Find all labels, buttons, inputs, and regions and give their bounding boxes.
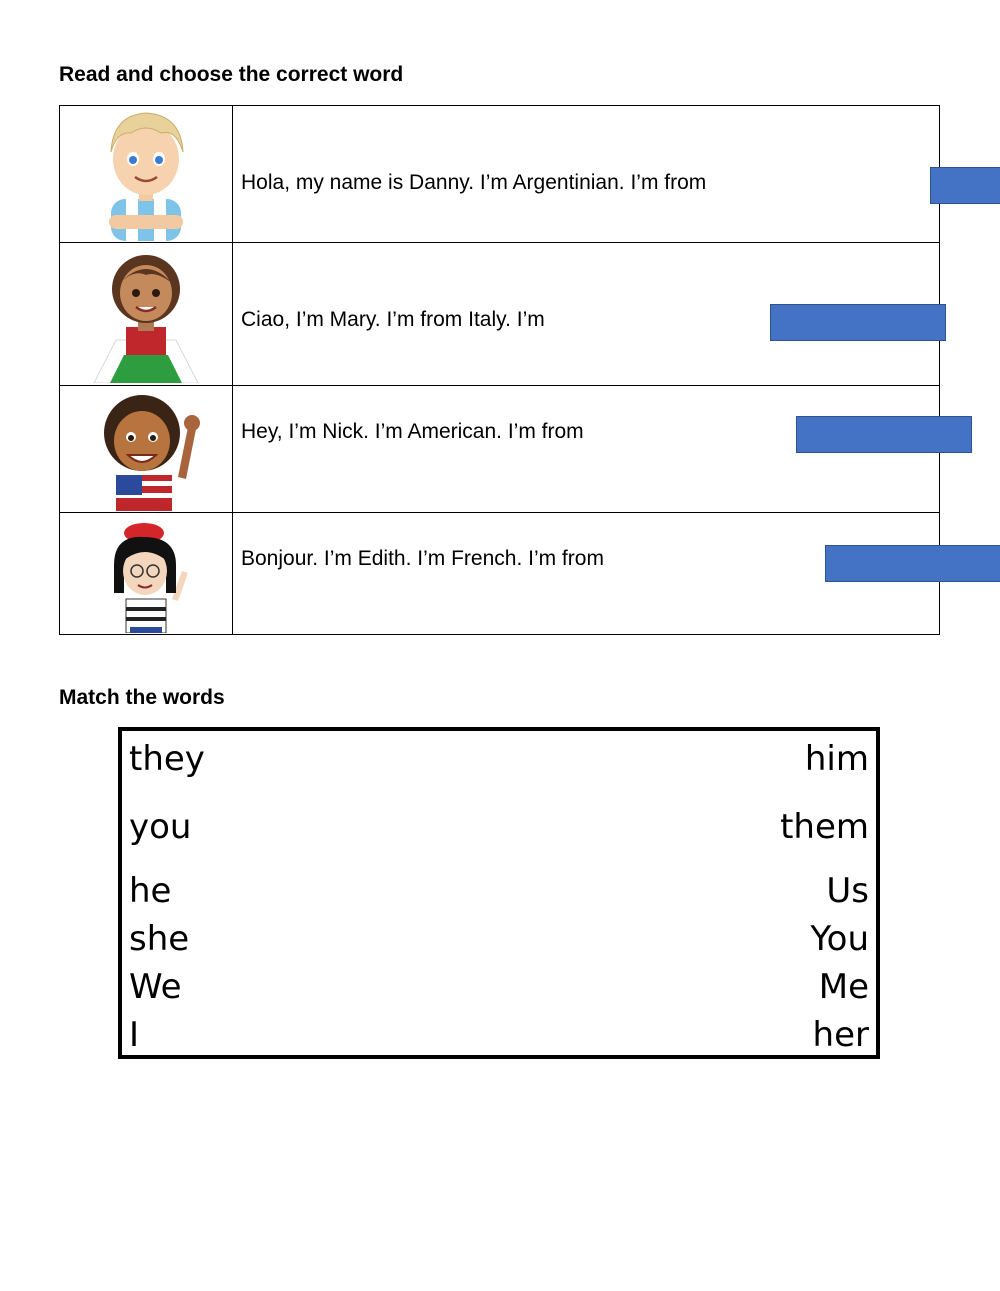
match-word-left[interactable]: they (129, 739, 205, 779)
match-word-left[interactable]: We (129, 967, 182, 1007)
answer-dropdown-1[interactable] (930, 167, 1000, 204)
sentence-text: Hola, my name is Danny. I’m Argentinian. I’m from (241, 171, 707, 194)
sentence-text: Ciao, I’m Mary. I’m from Italy. I’m (241, 308, 545, 331)
match-word-right[interactable]: Us (826, 871, 869, 911)
match-word-left[interactable]: he (129, 871, 172, 911)
section-heading-match: Match the words (59, 686, 225, 709)
sentence-cell (233, 243, 940, 386)
picture-cell (60, 106, 233, 243)
match-word-right[interactable]: Me (818, 967, 869, 1007)
sentence-text: Bonjour. I’m Edith. I’m French. I’m from (241, 547, 604, 570)
sentence-text: Hey, I’m Nick. I’m American. I’m from (241, 420, 584, 443)
answer-dropdown-4[interactable] (825, 545, 1000, 582)
match-word-right[interactable]: You (810, 919, 869, 959)
picture-cell (60, 513, 233, 635)
table-row (60, 106, 940, 243)
match-word-right[interactable]: her (812, 1015, 869, 1055)
table-row (60, 386, 940, 513)
boy-usa-icon (86, 387, 206, 511)
sentence-cell (233, 513, 940, 635)
picture-cell (60, 243, 233, 386)
match-word-left[interactable]: she (129, 919, 190, 959)
sentence-cell (233, 106, 940, 243)
girl-italy-icon (86, 245, 206, 383)
exercise-table (59, 105, 940, 635)
match-words-box (118, 727, 880, 1059)
match-word-right[interactable]: him (804, 739, 869, 779)
match-word-right[interactable]: them (780, 807, 869, 847)
table-row (60, 243, 940, 386)
table-row (60, 513, 940, 635)
answer-dropdown-2[interactable] (770, 304, 946, 341)
section-heading-read-choose: Read and choose the correct word (59, 63, 404, 86)
answer-dropdown-3[interactable] (796, 416, 972, 453)
sentence-cell (233, 386, 940, 513)
girl-france-icon (96, 515, 196, 633)
match-word-left[interactable]: you (129, 807, 192, 847)
match-word-left[interactable]: I (129, 1015, 140, 1055)
picture-cell (60, 386, 233, 513)
boy-argentina-icon (91, 107, 201, 241)
